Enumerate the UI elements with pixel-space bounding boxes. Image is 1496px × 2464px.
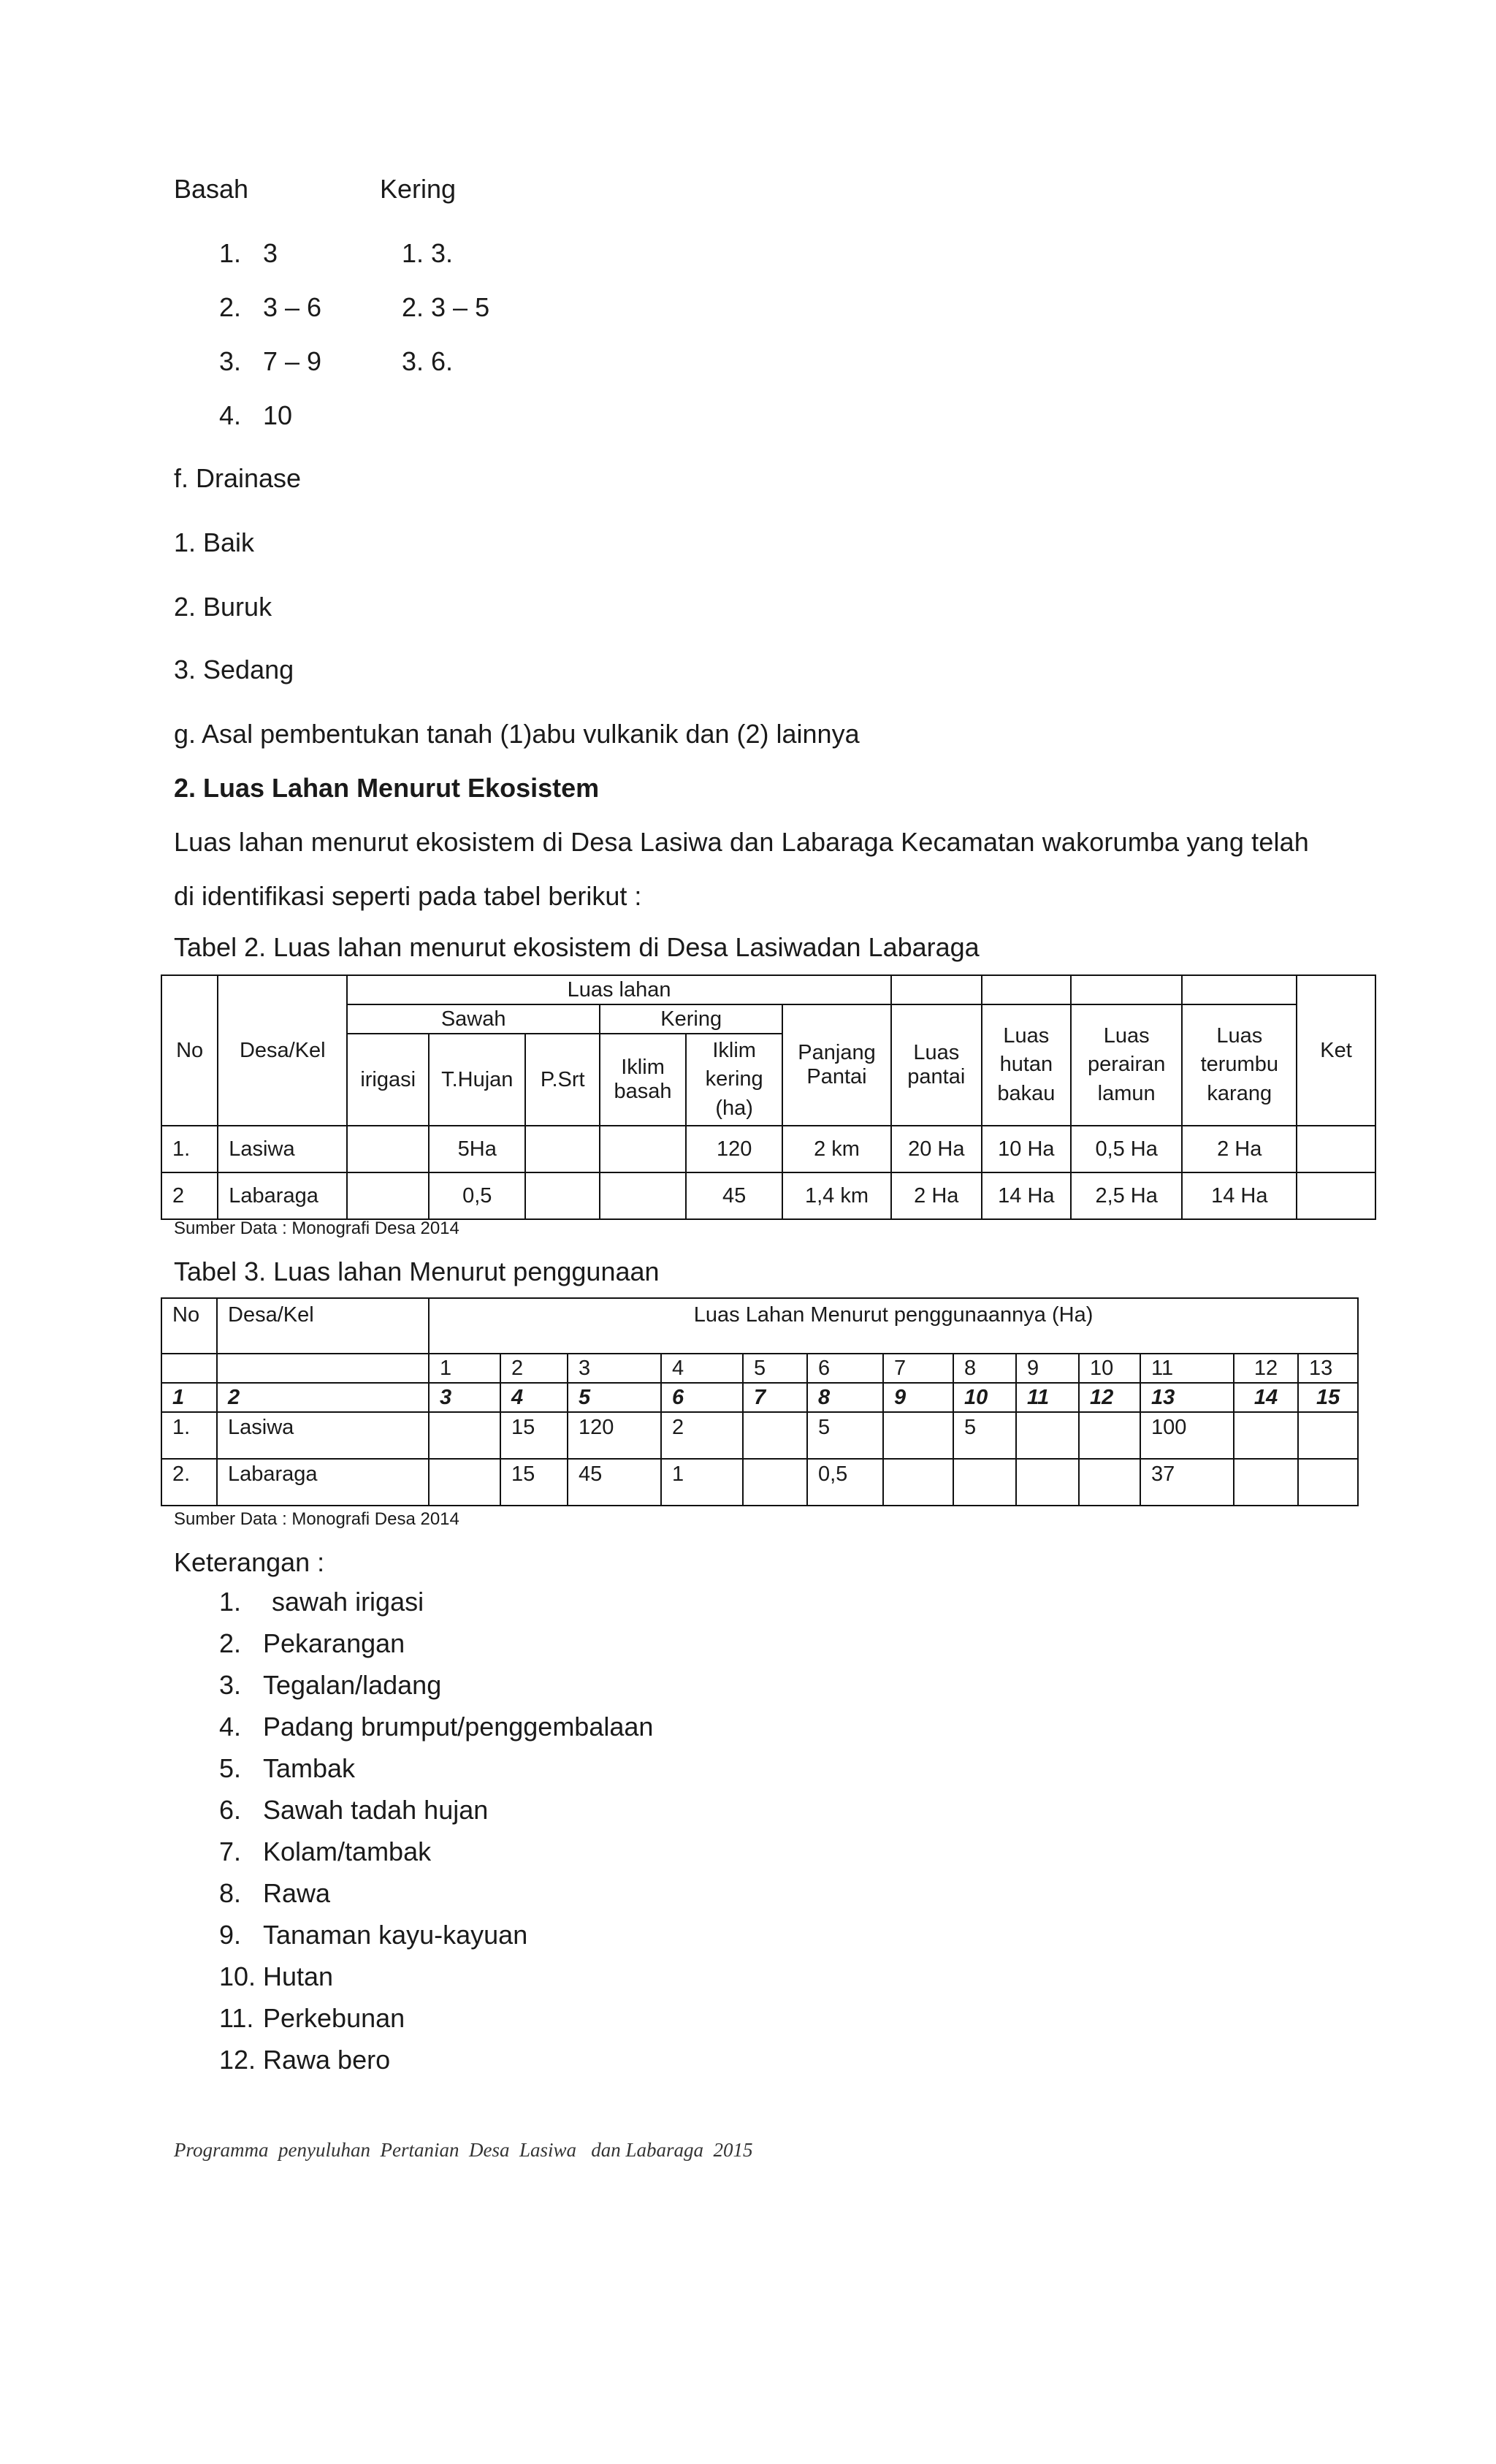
list-item: Padang brumput/penggembalaan <box>263 1712 654 1742</box>
cell-psrt <box>525 1126 600 1172</box>
table3-source: Sumber Data : Monografi Desa 2014 <box>174 1509 459 1529</box>
list-number: 10. <box>219 1961 256 1991</box>
kering-item: 3. 6. <box>402 346 454 376</box>
cell-perairan-lamun: 2,5 Ha <box>1071 1172 1183 1219</box>
list-item: Rawa <box>263 1878 331 1908</box>
col-header-perairan-lamun: Luas perairan lamun <box>1071 1004 1183 1126</box>
column-number: 9 <box>1016 1354 1079 1383</box>
col-header-luas-penggunaan: Luas Lahan Menurut penggunaannya (Ha) <box>429 1298 1358 1354</box>
column-number: 10 <box>1079 1354 1140 1383</box>
table2-source: Sumber Data : Monografi Desa 2014 <box>174 1218 459 1238</box>
col-header-desa: Desa/Kel <box>218 975 347 1126</box>
basah-value: 7 – 9 <box>263 346 322 376</box>
column-number: 7 <box>883 1354 953 1383</box>
cell-desa: Labaraga <box>218 1172 347 1219</box>
keterangan-heading: Keterangan : <box>174 1547 325 1577</box>
cell-no: 2 <box>161 1172 218 1219</box>
col-header-irigasi: irigasi <box>347 1034 429 1126</box>
cell-value <box>1016 1459 1079 1506</box>
drainase-item: 2. Buruk <box>174 592 272 622</box>
index-cell: 3 <box>429 1383 500 1412</box>
list-item: Rawa bero <box>263 2045 391 2075</box>
basah-value: 10 <box>263 400 293 430</box>
blank-cell <box>161 1354 217 1383</box>
col-header-no: No <box>161 1298 217 1354</box>
col-header-sawah: Sawah <box>347 1004 600 1034</box>
cell-value <box>1079 1412 1140 1459</box>
drainase-item: 3. Sedang <box>174 655 294 684</box>
cell-value <box>743 1412 807 1459</box>
list-item: Hutan <box>263 1961 334 1991</box>
column-number: 2 <box>500 1354 568 1383</box>
drainase-heading: f. Drainase <box>174 463 302 493</box>
cell-value <box>1234 1412 1298 1459</box>
cell-desa: Lasiwa <box>218 1126 347 1172</box>
cell-value: 100 <box>1140 1412 1234 1459</box>
column-number: 12 <box>1234 1354 1298 1383</box>
cell-value <box>429 1459 500 1506</box>
page-footer: Programma penyuluhan Pertanian Desa Lasiwa dan Labaraga 2015 <box>174 2139 753 2161</box>
col-header-psrt: P.Srt <box>525 1034 600 1126</box>
table-row <box>161 1412 1358 1459</box>
table2-caption: Tabel 2. Luas lahan menurut ekosistem di Desa Lasiwadan Labaraga <box>174 932 980 962</box>
index-cell: 4 <box>500 1383 568 1412</box>
list-number: 6. <box>219 1795 242 1825</box>
cell-iklim-basah <box>600 1172 686 1219</box>
list-item: Pekarangan <box>263 1628 405 1658</box>
column-number: 11 <box>1140 1354 1234 1383</box>
cell-value <box>743 1459 807 1506</box>
cell-no: 2. <box>161 1459 217 1506</box>
cell-iklim-basah <box>600 1126 686 1172</box>
header-blank-cell <box>982 975 1071 1004</box>
list-number: 8. <box>219 1878 242 1908</box>
cell-value <box>1234 1459 1298 1506</box>
table-row <box>161 1126 1375 1172</box>
cell-no: 1. <box>161 1412 217 1459</box>
index-cell: 2 <box>217 1383 429 1412</box>
cell-irigasi <box>347 1172 429 1219</box>
col-header-luas-lahan: Luas lahan <box>347 975 891 1004</box>
column-number: 3 <box>568 1354 661 1383</box>
column-number: 4 <box>661 1354 743 1383</box>
header-blank-cell <box>1071 975 1183 1004</box>
list-number: 5. <box>219 1753 242 1783</box>
cell-thujan: 5Ha <box>429 1126 525 1172</box>
cell-panjang-pantai: 1,4 km <box>782 1172 891 1219</box>
list-number: 1. <box>219 1587 242 1617</box>
basah-label: Basah <box>174 174 249 204</box>
index-cell: 9 <box>883 1383 953 1412</box>
cell-value <box>1079 1459 1140 1506</box>
index-cell: 13 <box>1140 1383 1234 1412</box>
list-number: 2. <box>219 1628 242 1658</box>
index-cell: 7 <box>743 1383 807 1412</box>
cell-perairan-lamun: 0,5 Ha <box>1071 1126 1183 1172</box>
asal-tanah: g. Asal pembentukan tanah (1)abu vulkanik dan (2) lainnya <box>174 719 860 749</box>
cell-terumbu-karang: 2 Ha <box>1182 1126 1297 1172</box>
kering-item: 1. 3. <box>402 238 454 268</box>
col-header-hutan-bakau: Luas hutan bakau <box>982 1004 1071 1126</box>
basah-num: 2. <box>219 292 242 322</box>
kering-label: Kering <box>380 174 457 204</box>
basah-num: 1. <box>219 238 242 268</box>
cell-desa: Lasiwa <box>217 1412 429 1459</box>
cell-value <box>953 1459 1016 1506</box>
col-header-thujan: T.Hujan <box>429 1034 525 1126</box>
list-number: 7. <box>219 1836 242 1866</box>
basah-num: 3. <box>219 346 242 376</box>
cell-luas-pantai: 2 Ha <box>891 1172 982 1219</box>
cell-luas-pantai: 20 Ha <box>891 1126 982 1172</box>
cell-value: 37 <box>1140 1459 1234 1506</box>
index-cell: 10 <box>953 1383 1016 1412</box>
index-cell: 5 <box>568 1383 661 1412</box>
table3-caption: Tabel 3. Luas lahan Menurut penggunaan <box>174 1256 660 1286</box>
cell-value <box>429 1412 500 1459</box>
list-item: Tambak <box>263 1753 356 1783</box>
drainase-item: 1. Baik <box>174 527 255 557</box>
index-cell: 11 <box>1016 1383 1079 1412</box>
blank-cell <box>217 1354 429 1383</box>
cell-terumbu-karang: 14 Ha <box>1182 1172 1297 1219</box>
list-item: Sawah tadah hujan <box>263 1795 489 1825</box>
cell-value <box>1298 1459 1358 1506</box>
list-number: 3. <box>219 1670 242 1700</box>
table-row <box>161 1172 1375 1219</box>
index-cell: 6 <box>661 1383 743 1412</box>
cell-ket <box>1297 1126 1375 1172</box>
cell-iklim-kering: 45 <box>686 1172 782 1219</box>
table-row <box>161 1459 1358 1506</box>
col-header-luas-pantai: Luas pantai <box>891 1004 982 1126</box>
cell-value: 5 <box>953 1412 1016 1459</box>
cell-value: 45 <box>568 1459 661 1506</box>
list-item: Tegalan/ladang <box>263 1670 442 1700</box>
cell-thujan: 0,5 <box>429 1172 525 1219</box>
cell-value <box>1298 1412 1358 1459</box>
section-paragraph-line2: di identifikasi seperti pada tabel berikut : <box>174 881 642 911</box>
list-number: 9. <box>219 1920 242 1950</box>
basah-num: 4. <box>219 400 242 430</box>
cell-value <box>883 1459 953 1506</box>
kering-item: 2. 3 – 5 <box>402 292 490 322</box>
table3 <box>161 1297 1359 1506</box>
cell-psrt <box>525 1172 600 1219</box>
cell-value: 15 <box>500 1412 568 1459</box>
col-header-kering: Kering <box>600 1004 782 1034</box>
header-blank-cell <box>891 975 982 1004</box>
basah-value: 3 <box>263 238 278 268</box>
index-cell: 14 <box>1234 1383 1298 1412</box>
index-cell: 1 <box>161 1383 217 1412</box>
cell-irigasi <box>347 1126 429 1172</box>
index-cell: 8 <box>807 1383 883 1412</box>
list-item: Kolam/tambak <box>263 1836 432 1866</box>
col-header-ket: Ket <box>1297 975 1375 1126</box>
cell-value: 5 <box>807 1412 883 1459</box>
cell-ket <box>1297 1172 1375 1219</box>
col-header-iklim-basah: Iklim basah <box>600 1034 686 1126</box>
cell-value <box>1016 1412 1079 1459</box>
cell-no: 1. <box>161 1126 218 1172</box>
column-number: 13 <box>1298 1354 1358 1383</box>
col-header-terumbu-karang: Luas terumbu karang <box>1182 1004 1297 1126</box>
cell-value: 2 <box>661 1412 743 1459</box>
list-number: 11. <box>219 2003 254 2033</box>
cell-value: 15 <box>500 1459 568 1506</box>
column-number: 6 <box>807 1354 883 1383</box>
header-blank-cell <box>1182 975 1297 1004</box>
cell-iklim-kering: 120 <box>686 1126 782 1172</box>
list-item: Tanaman kayu-kayuan <box>263 1920 528 1950</box>
list-item: sawah irigasi <box>264 1587 424 1617</box>
index-cell: 12 <box>1079 1383 1140 1412</box>
list-number: 4. <box>219 1712 242 1742</box>
column-number: 1 <box>429 1354 500 1383</box>
col-header-iklim-kering: Iklim kering (ha) <box>686 1034 782 1126</box>
col-header-desa: Desa/Kel <box>217 1298 429 1354</box>
cell-value: 0,5 <box>807 1459 883 1506</box>
cell-value: 1 <box>661 1459 743 1506</box>
list-number: 12. <box>219 2045 256 2075</box>
cell-value <box>883 1412 953 1459</box>
cell-value: 120 <box>568 1412 661 1459</box>
col-header-panjang-pantai: Panjang Pantai <box>782 1004 891 1126</box>
cell-hutan-bakau: 14 Ha <box>982 1172 1071 1219</box>
column-number: 8 <box>953 1354 1016 1383</box>
section-paragraph-line1: Luas lahan menurut ekosistem di Desa Lasiwa dan Labaraga Kecamatan wakorumba yang telah <box>174 827 1309 857</box>
cell-panjang-pantai: 2 km <box>782 1126 891 1172</box>
list-item: Perkebunan <box>263 2003 405 2033</box>
cell-hutan-bakau: 10 Ha <box>982 1126 1071 1172</box>
col-header-no: No <box>161 975 218 1126</box>
section-heading: 2. Luas Lahan Menurut Ekosistem <box>174 773 600 803</box>
table2 <box>161 974 1376 1220</box>
index-cell: 15 <box>1298 1383 1358 1412</box>
basah-value: 3 – 6 <box>263 292 322 322</box>
column-number: 5 <box>743 1354 807 1383</box>
cell-desa: Labaraga <box>217 1459 429 1506</box>
